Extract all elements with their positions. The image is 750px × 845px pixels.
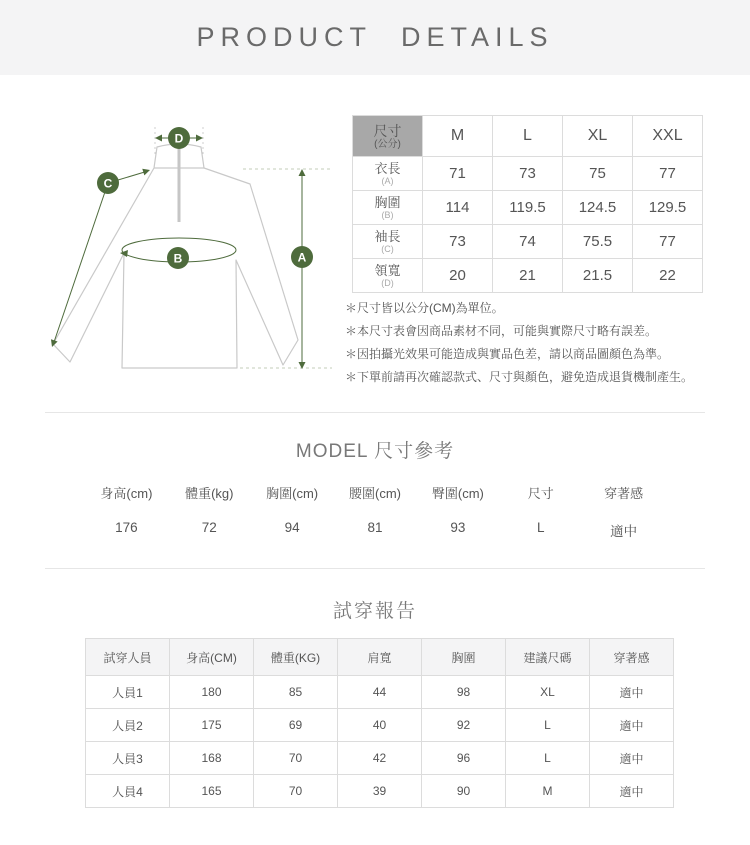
- size-chart-header-row: [353, 116, 703, 157]
- fitting-cell: 人員3: [86, 742, 170, 775]
- model-value-cell: L: [536, 520, 545, 535]
- size-row-sleeve: [353, 225, 703, 259]
- model-header-cell: 穿著感: [604, 486, 644, 501]
- fitting-cell: 適中: [590, 775, 674, 808]
- fitting-header-cell: 建議尺碼: [506, 639, 590, 676]
- model-header-cell: 胸圍(cm): [266, 486, 319, 501]
- fitting-cell: 適中: [590, 709, 674, 742]
- fitting-cell: 70: [254, 742, 338, 775]
- fitting-header-cell: 胸圍: [422, 639, 506, 676]
- size-chart-table: [352, 115, 703, 293]
- fitting-cell: 180: [170, 676, 254, 709]
- fitting-cell: 96: [422, 742, 506, 775]
- fitting-cell: M: [506, 775, 590, 808]
- size-value: 74: [493, 225, 563, 259]
- arrowhead-c-top-icon: [142, 167, 151, 176]
- fitting-cell: 適中: [590, 742, 674, 775]
- size-notes: [345, 297, 735, 389]
- fitting-header-cell: 體重(KG): [254, 639, 338, 676]
- size-value: 114: [423, 191, 493, 225]
- svg-text:C: C: [103, 176, 113, 191]
- model-header-cell: 腰圍(cm): [349, 486, 401, 501]
- fitting-cell: XL: [506, 676, 590, 709]
- model-value-cell: 176: [115, 520, 138, 535]
- fitting-cell: 165: [170, 775, 254, 808]
- fitting-cell: L: [506, 742, 590, 775]
- fitting-header-cell: 身高(CM): [170, 639, 254, 676]
- size-value: 129.5: [633, 191, 703, 225]
- fitting-report-table: [85, 638, 674, 808]
- table-row: [86, 709, 674, 742]
- measure-label-b: [167, 247, 189, 269]
- fitting-header-cell: 試穿人員: [86, 639, 170, 676]
- fitting-cell: 168: [170, 742, 254, 775]
- measure-label-d: [168, 127, 190, 149]
- size-column-xl: XL: [563, 116, 633, 157]
- fitting-section-title: 試穿報告: [332, 601, 417, 622]
- note-line: ＊因拍攝光效果可能造成與實品色差，請以商品圖顏色為準。: [345, 347, 670, 361]
- note-line: ＊尺寸皆以公分(CM)為單位。: [345, 301, 504, 315]
- arrowhead-d-right-icon: [196, 135, 203, 142]
- measure-arrow-c-lower: [53, 183, 108, 345]
- table-row: [86, 775, 674, 808]
- fitting-cell: 69: [254, 709, 338, 742]
- title-band: [0, 0, 750, 75]
- size-row-label: 衣長 (A): [353, 157, 423, 191]
- fitting-cell: 人員4: [86, 775, 170, 808]
- fitting-header-cell: 肩寬: [338, 639, 422, 676]
- size-value: 75: [563, 157, 633, 191]
- fitting-cell: 70: [254, 775, 338, 808]
- size-value: 71: [423, 157, 493, 191]
- model-value-cell: 81: [367, 520, 383, 535]
- fitting-cell: 98: [422, 676, 506, 709]
- fitting-cell: 42: [338, 742, 422, 775]
- measure-label-c: [97, 172, 119, 194]
- size-value: 20: [423, 259, 493, 293]
- size-row-length: [353, 157, 703, 191]
- size-row-collar: [353, 259, 703, 293]
- size-value: 73: [423, 225, 493, 259]
- section-divider: [45, 412, 705, 413]
- note-line: ＊本尺寸表會因商品素材不同，可能與實際尺寸略有誤差。: [345, 324, 658, 338]
- model-value-cell: 93: [450, 520, 466, 535]
- size-chart-corner-cell: 尺寸 (公分): [353, 116, 423, 157]
- svg-text:D: D: [174, 131, 184, 146]
- table-row: [86, 742, 674, 775]
- size-row-chest: [353, 191, 703, 225]
- model-value-cell: 94: [284, 520, 300, 535]
- arrowhead-a-top-icon: [299, 169, 306, 176]
- table-row: [86, 676, 674, 709]
- garment-diagram-svg: [40, 100, 340, 400]
- size-row-label: 袖長 (C): [353, 225, 423, 259]
- fitting-cell: 85: [254, 676, 338, 709]
- fitting-header-row: [86, 639, 674, 676]
- size-value: 119.5: [493, 191, 563, 225]
- size-column-xxl: XXL: [633, 116, 703, 157]
- size-row-label: 領寬 (D): [353, 259, 423, 293]
- model-section-title: MODEL 尺寸參考: [295, 441, 455, 462]
- model-value-cell: 適中: [610, 524, 638, 539]
- fitting-cell: 40: [338, 709, 422, 742]
- size-value: 21: [493, 259, 563, 293]
- size-value: 124.5: [563, 191, 633, 225]
- size-row-label: 胸圍 (B): [353, 191, 423, 225]
- size-value: 22: [633, 259, 703, 293]
- section-divider: [45, 568, 705, 569]
- size-value: 73: [493, 157, 563, 191]
- fitting-cell: 92: [422, 709, 506, 742]
- size-column-l: L: [493, 116, 563, 157]
- svg-text:B: B: [173, 251, 183, 266]
- note-line: ＊下單前請再次確認款式、尺寸與顏色，避免造成退貨機制產生。: [345, 370, 694, 384]
- garment-measurement-diagram: [40, 100, 340, 400]
- size-column-m: M: [423, 116, 493, 157]
- arrowhead-d-left-icon: [155, 135, 162, 142]
- measure-label-a: [291, 246, 313, 268]
- model-header-cell: 身高(cm): [100, 486, 153, 501]
- model-value-cell: 72: [201, 520, 217, 535]
- fitting-cell: 人員1: [86, 676, 170, 709]
- arrowhead-a-bottom-icon: [299, 362, 306, 369]
- fitting-cell: 人員2: [86, 709, 170, 742]
- size-value: 77: [633, 157, 703, 191]
- svg-text:A: A: [297, 250, 307, 265]
- fitting-header-cell: 穿著感: [590, 639, 674, 676]
- size-value: 21.5: [563, 259, 633, 293]
- model-values-row: [85, 520, 665, 540]
- fitting-cell: 39: [338, 775, 422, 808]
- fitting-cell: L: [506, 709, 590, 742]
- fitting-cell: 90: [422, 775, 506, 808]
- size-value: 77: [633, 225, 703, 259]
- fitting-cell: 44: [338, 676, 422, 709]
- page-title: PRODUCT DETAILS: [196, 22, 554, 52]
- model-header-cell: 尺寸: [527, 486, 554, 501]
- model-header-cell: 臀圍(cm): [431, 486, 484, 501]
- fitting-cell: 175: [170, 709, 254, 742]
- model-header-cell: 體重(kg): [185, 486, 234, 501]
- fitting-cell: 適中: [590, 676, 674, 709]
- model-header-row: [85, 483, 665, 502]
- size-value: 75.5: [563, 225, 633, 259]
